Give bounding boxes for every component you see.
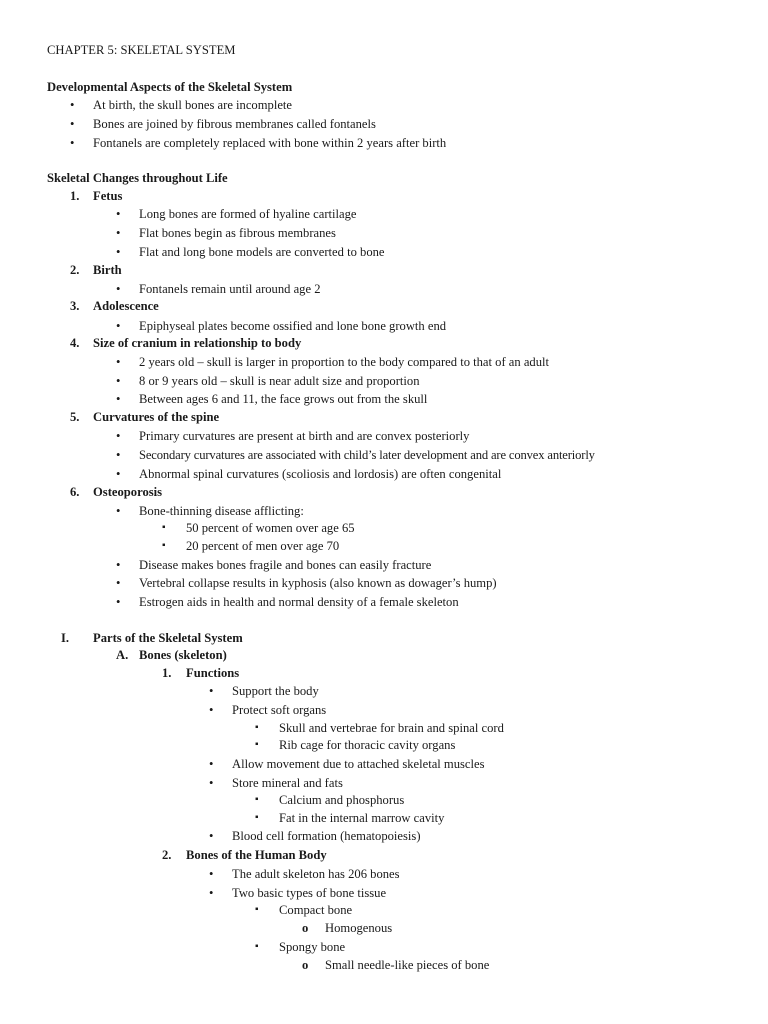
- circle-bullet-icon: o: [302, 958, 309, 972]
- list-item: Rib cage for thoracic cavity organs: [279, 738, 456, 752]
- bullet-icon: •: [116, 319, 121, 333]
- section-number: 1.: [70, 189, 80, 203]
- list-item: At birth, the skull bones are incomplete: [93, 98, 293, 112]
- bullet-icon: •: [209, 829, 214, 843]
- section-title: Functions: [186, 666, 240, 680]
- list-item: Primary curvatures are present at birth and are convex posteriorly: [139, 429, 470, 443]
- roman-numeral: I.: [61, 631, 70, 645]
- list-item: Abnormal spinal curvatures (scoliosis and lordosis) are often congenital: [139, 467, 502, 481]
- list-item: 2 years old – skull is larger in proportion to the body compared to that of an adult: [139, 355, 550, 369]
- section-number: 2.: [70, 263, 80, 277]
- bullet-icon: •: [209, 776, 214, 790]
- section-number: 5.: [70, 410, 80, 424]
- list-item: Blood cell formation (hematopoiesis): [232, 829, 421, 843]
- changes-heading: Skeletal Changes throughout Life: [47, 171, 228, 185]
- list-item: Protect soft organs: [232, 703, 327, 717]
- square-bullet-icon: ▪: [162, 540, 166, 551]
- list-item: Disease makes bones fragile and bones can easily fracture: [139, 558, 432, 572]
- bullet-icon: •: [209, 757, 214, 771]
- square-bullet-icon: ▪: [255, 812, 259, 823]
- list-item: Bones are joined by fibrous membranes called fontanels: [93, 117, 376, 131]
- list-item: 20 percent of men over age 70: [186, 539, 340, 553]
- section-title: Bones of the Human Body: [186, 848, 327, 862]
- list-item: Flat bones begin as fibrous membranes: [139, 226, 336, 240]
- bullet-icon: •: [70, 98, 75, 112]
- bullet-icon: •: [116, 558, 121, 572]
- section-number: 4.: [70, 336, 80, 350]
- bullet-icon: •: [116, 355, 121, 369]
- list-item: Estrogen aids in health and normal density of a female skeleton: [139, 595, 459, 609]
- section-title: Size of cranium in relationship to body: [93, 336, 302, 350]
- bullet-icon: •: [116, 448, 121, 462]
- bullet-icon: •: [209, 703, 214, 717]
- circle-bullet-icon: o: [302, 921, 309, 935]
- list-item: Fat in the internal marrow cavity: [279, 811, 445, 825]
- square-bullet-icon: ▪: [255, 739, 259, 750]
- dev-heading: Developmental Aspects of the Skeletal System: [47, 80, 293, 94]
- bullet-icon: •: [209, 867, 214, 881]
- section-title: Osteoporosis: [93, 485, 163, 499]
- square-bullet-icon: ▪: [255, 794, 259, 805]
- square-bullet-icon: ▪: [255, 904, 259, 915]
- bullet-icon: •: [116, 207, 121, 221]
- parts-heading: Parts of the Skeletal System: [93, 631, 243, 645]
- list-item: 8 or 9 years old – skull is near adult size and proportion: [139, 374, 420, 388]
- bullet-icon: •: [209, 684, 214, 698]
- bullet-icon: •: [70, 117, 75, 131]
- list-item: Epiphyseal plates become ossified and lone bone growth end: [139, 319, 447, 333]
- list-item: The adult skeleton has 206 bones: [232, 867, 400, 881]
- list-item: Spongy bone: [279, 940, 346, 954]
- list-item: Between ages 6 and 11, the face grows out from the skull: [139, 392, 428, 406]
- list-item: Fontanels remain until around age 2: [139, 282, 321, 296]
- bullet-icon: •: [116, 392, 121, 406]
- list-item: Store mineral and fats: [232, 776, 343, 790]
- bullet-icon: •: [116, 595, 121, 609]
- list-item: Compact bone: [279, 903, 353, 917]
- list-item: Vertebral collapse results in kyphosis (also known as dowager’s hump): [139, 576, 497, 590]
- list-item: Flat and long bone models are converted to bone: [139, 245, 385, 259]
- list-item: Long bones are formed of hyaline cartilage: [139, 207, 357, 221]
- bullet-icon: •: [116, 429, 121, 443]
- bullet-icon: •: [70, 136, 75, 150]
- section-title: Fetus: [93, 189, 123, 203]
- parts-subheading: Bones (skeleton): [139, 648, 227, 662]
- list-item: Support the body: [232, 684, 319, 698]
- list-item: Calcium and phosphorus: [279, 793, 405, 807]
- list-item: Two basic types of bone tissue: [232, 886, 387, 900]
- square-bullet-icon: ▪: [255, 941, 259, 952]
- bullet-icon: •: [116, 226, 121, 240]
- list-item: Homogenous: [325, 921, 393, 935]
- section-title: Adolescence: [93, 299, 159, 313]
- list-item: 50 percent of women over age 65: [186, 521, 355, 535]
- bullet-icon: •: [116, 282, 121, 296]
- list-item: Secondary curvatures are associated with child’s later development and are convex anteriorly: [139, 448, 595, 462]
- square-bullet-icon: ▪: [162, 522, 166, 533]
- section-number: 2.: [162, 848, 172, 862]
- bullet-icon: •: [116, 467, 121, 481]
- letter-marker: A.: [116, 648, 129, 662]
- bullet-icon: •: [116, 576, 121, 590]
- bullet-icon: •: [116, 374, 121, 388]
- section-number: 3.: [70, 299, 80, 313]
- section-title: Birth: [93, 263, 122, 277]
- bullet-icon: •: [116, 245, 121, 259]
- bullet-icon: •: [116, 504, 121, 518]
- list-item: Allow movement due to attached skeletal muscles: [232, 757, 485, 771]
- chapter-title: CHAPTER 5: SKELETAL SYSTEM: [47, 43, 236, 57]
- section-number: 6.: [70, 485, 80, 499]
- list-item: Skull and vertebrae for brain and spinal cord: [279, 721, 504, 735]
- list-item: Fontanels are completely replaced with bone within 2 years after birth: [93, 136, 447, 150]
- section-title: Curvatures of the spine: [93, 410, 220, 424]
- section-number: 1.: [162, 666, 172, 680]
- square-bullet-icon: ▪: [255, 722, 259, 733]
- list-item: Small needle-like pieces of bone: [325, 958, 490, 972]
- bullet-icon: •: [209, 886, 214, 900]
- list-item: Bone-thinning disease afflicting:: [139, 504, 304, 518]
